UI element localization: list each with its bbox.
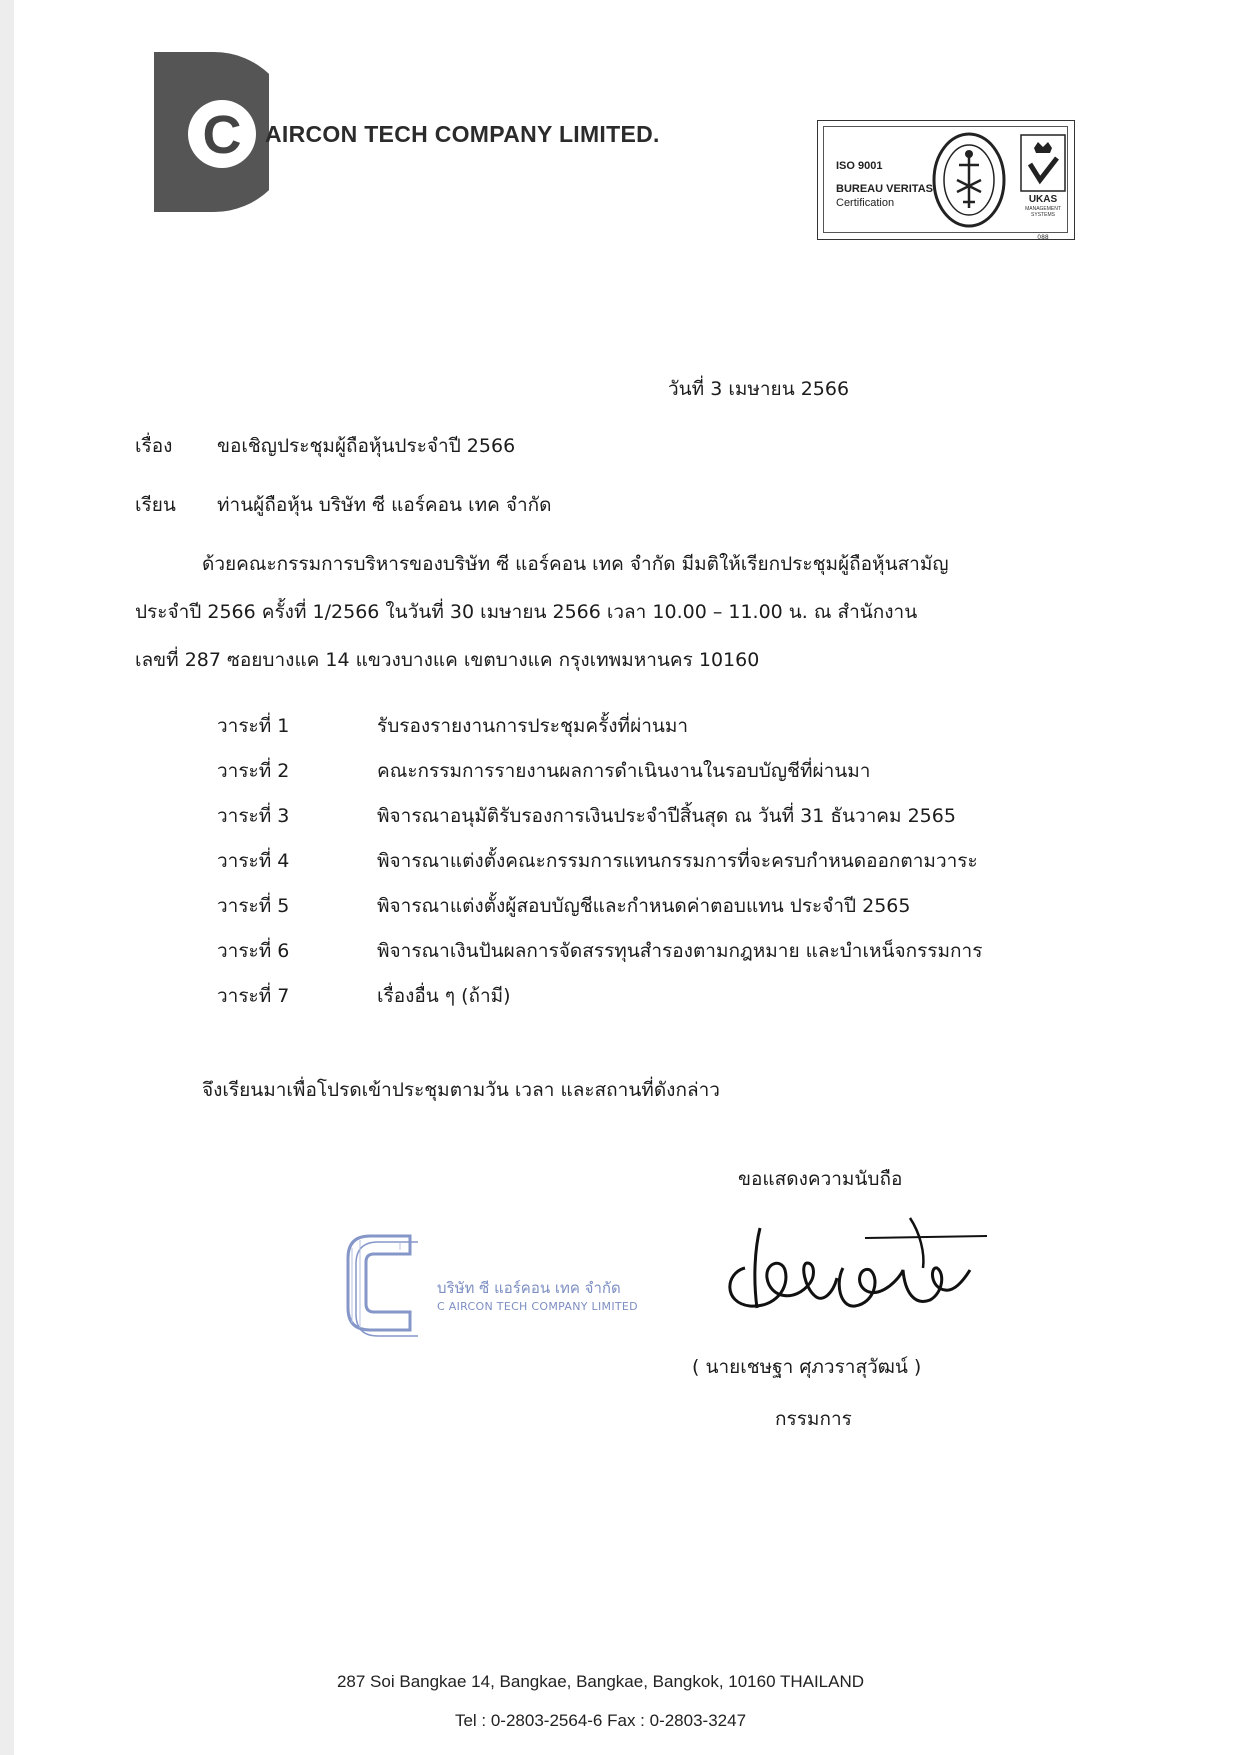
signer-title: กรรมการ [775, 1408, 852, 1430]
agenda-text: เรื่องอื่น ๆ (ถ้ามี) [377, 985, 511, 1007]
handwritten-signature [715, 1208, 990, 1343]
agenda-label: วาระที่ 6 [217, 940, 290, 962]
ukas-number: 088 [1037, 234, 1049, 241]
crown-tick-icon [1020, 134, 1066, 192]
subject-label: เรื่อง [135, 435, 173, 457]
body-line-2: ประจำปี 2566 ครั้งที่ 1/2566 ในวันที่ 30 เมษายน 2566 เวลา 10.00 – 11.00 น. ณ สำนักงาน [135, 601, 918, 623]
ukas-mark [1020, 134, 1066, 224]
agenda-text: คณะกรรมการรายงานผลการดำเนินงานในรอบบัญชีที่ผ่านมา [377, 760, 871, 782]
body-line-3: เลขที่ 287 ซอยบางแค 14 แขวงบางแค เขตบางแค กรุงเทพมหานคร 10160 [135, 649, 760, 671]
agenda-label: วาระที่ 4 [217, 850, 290, 872]
bureau-veritas-label: BUREAU VERITAS [836, 183, 933, 195]
scan-edge [0, 0, 14, 1755]
body-line-1: ด้วยคณะกรรมการบริหารของบริษัท ซี แอร์คอน เทค จำกัด มีมติให้เรียกประชุมผู้ถือหุ้นสามัญ [202, 553, 949, 575]
ukas-sub-label: MANAGEMENT SYSTEMS [1025, 206, 1061, 218]
agenda-text: พิจารณาแต่งตั้งคณะกรรมการแทนกรรมการที่จะครบกำหนดออกตามวาระ [377, 850, 978, 872]
logo-letter: C [202, 105, 242, 165]
agenda-label: วาระที่ 7 [217, 985, 290, 1007]
regards-line: ขอแสดงความนับถือ [738, 1168, 903, 1190]
stamp-english-name: C AIRCON TECH COMPANY LIMITED [437, 1300, 638, 1313]
stamp-thai-name: บริษัท ซี แอร์คอน เทค จำกัด [437, 1279, 621, 1297]
certification-label: Certification [836, 197, 895, 209]
certification-box [817, 120, 1075, 240]
agenda-label: วาระที่ 2 [217, 760, 290, 782]
agenda-label: วาระที่ 5 [217, 895, 290, 917]
agenda-text: พิจารณาอนุมัติรับรองการเงินประจำปีสิ้นสุด ณ วันที่ 31 ธันวาคม 2565 [377, 805, 956, 827]
iso-label: ISO 9001 [836, 160, 883, 172]
company-stamp-icon [340, 1228, 435, 1338]
company-logo [154, 52, 269, 212]
closing-line: จึงเรียนมาเพื่อโปรดเข้าประชุมตามวัน เวลา และสถานที่ดังกล่าว [202, 1079, 720, 1101]
company-name: AIRCON TECH COMPANY LIMITED. [265, 121, 660, 147]
subject-text: ขอเชิญประชุมผู้ถือหุ้นประจำปี 2566 [217, 435, 516, 457]
agenda-text: พิจารณาแต่งตั้งผู้สอบบัญชีและกำหนดค่าตอบแทน ประจำปี 2565 [377, 895, 911, 917]
agenda-text: รับรองรายงานการประชุมครั้งที่ผ่านมา [377, 715, 689, 737]
agenda-text: พิจารณาเงินปันผลการจัดสรรทุนสำรองตามกฎหมาย และบำเหน็จกรรมการ [377, 940, 983, 962]
bureau-veritas-seal-icon [929, 130, 1009, 230]
footer-contact: Tel : 0-2803-2564-6 Fax : 0-2803-3247 [454, 1711, 747, 1730]
agenda-label: วาระที่ 1 [217, 715, 290, 737]
letter-date: วันที่ 3 เมษายน 2566 [668, 378, 850, 400]
recipient-label: เรียน [135, 494, 176, 516]
ukas-label: UKAS [1028, 194, 1058, 205]
signer-name: ( นายเชษฐา ศุภวราสุวัฒน์ ) [692, 1356, 922, 1378]
recipient-text: ท่านผู้ถือหุ้น บริษัท ซี แอร์คอน เทค จำกัด [217, 494, 552, 516]
footer-address: 287 Soi Bangkae 14, Bangkae, Bangkae, Bangkok, 10160 THAILAND [336, 1672, 865, 1691]
agenda-label: วาระที่ 3 [217, 805, 290, 827]
